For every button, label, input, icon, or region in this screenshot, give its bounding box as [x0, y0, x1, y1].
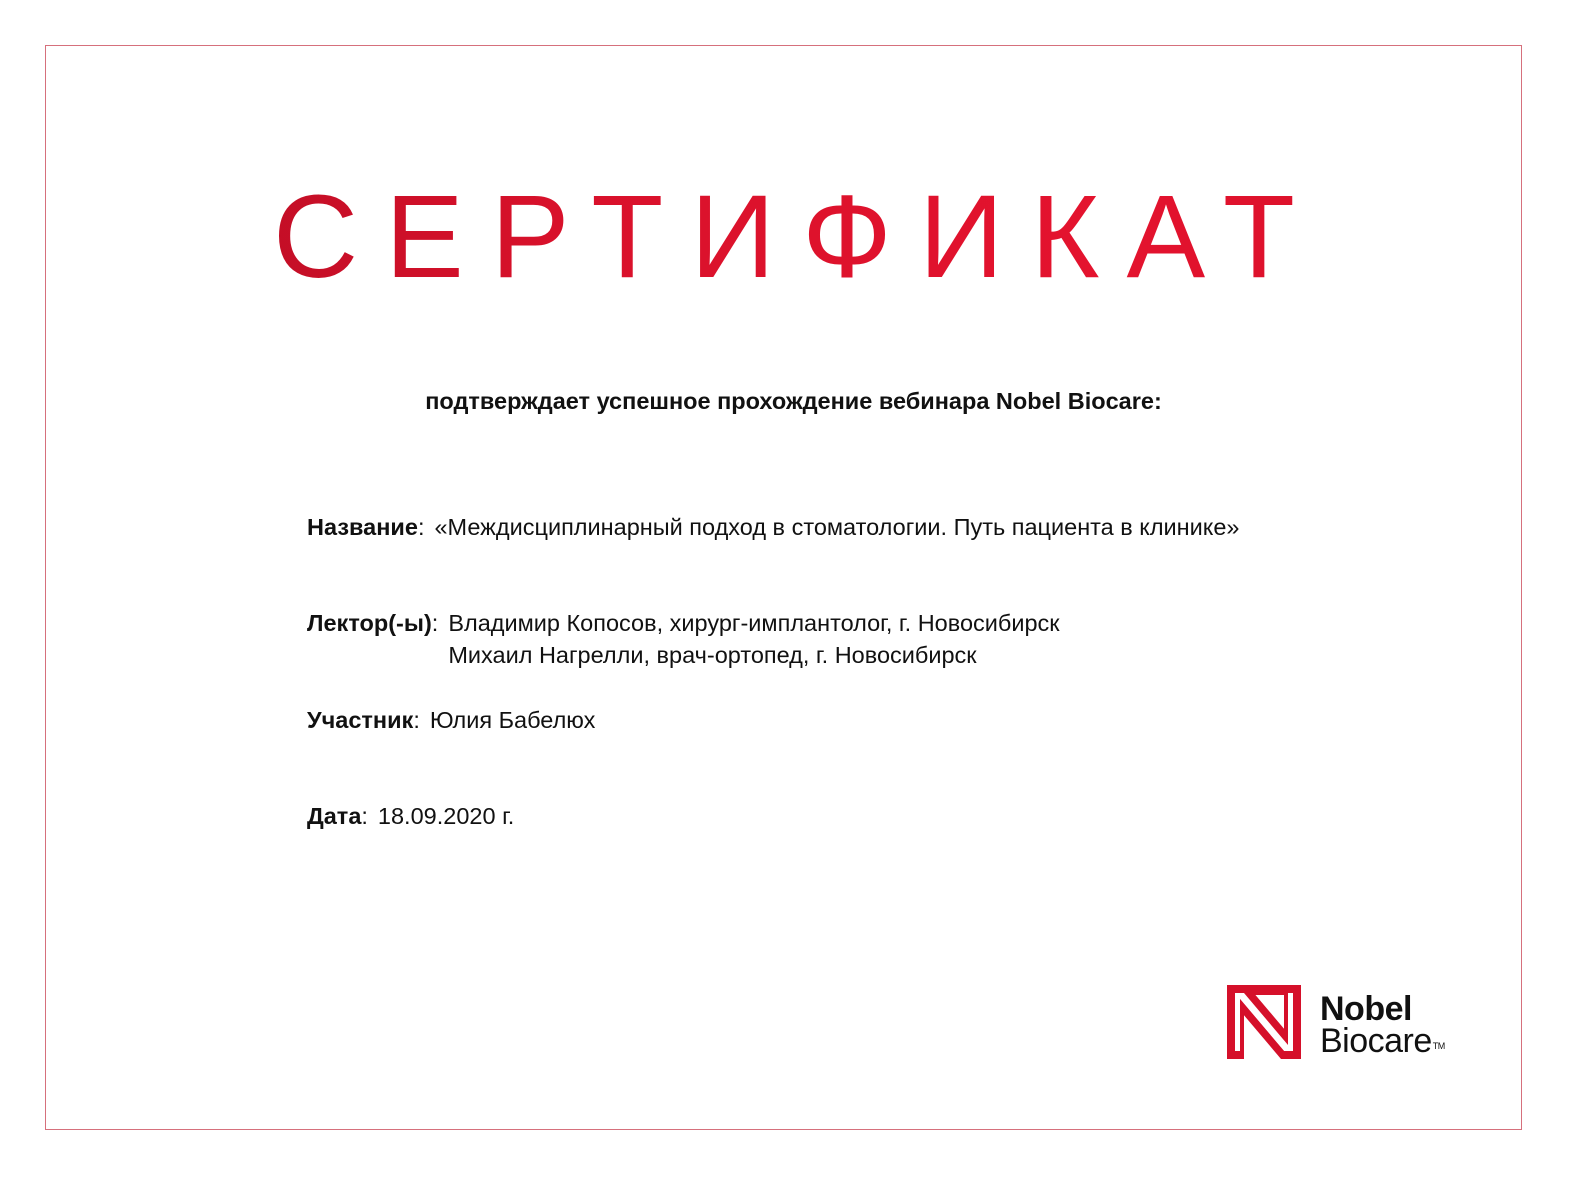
nobel-biocare-logo	[1227, 985, 1467, 1065]
field-participant-colon: :	[413, 707, 420, 733]
field-title-colon: :	[417, 514, 425, 540]
lecturer-list	[448, 607, 1059, 671]
field-lecturer-colon: :	[431, 610, 439, 636]
field-participant	[307, 704, 595, 736]
logo-wordmark	[1320, 990, 1445, 1060]
field-title-value: «Междисциплинарный подход в стоматологии. Путь пациента в клинике»	[434, 514, 1240, 540]
field-title	[307, 511, 1239, 543]
field-lecturer-label: Лектор(-ы)	[307, 610, 432, 636]
lecturer-2: Михаил Нагрелли, врач-ортопед, г. Новосибирск	[448, 642, 977, 668]
logo-line-2-text: Biocare	[1320, 1022, 1432, 1060]
field-date-colon: :	[361, 803, 368, 829]
field-date-label: Дата	[307, 803, 362, 829]
field-participant-label: Участник	[307, 707, 414, 733]
field-date-value: 18.09.2020 г.	[377, 803, 515, 829]
logo-line-1: Nobel	[1320, 990, 1412, 1028]
lecturer-1: Владимир Копосов, хирург-имплантолог, г. Новосибирск	[448, 610, 1060, 636]
field-date	[307, 800, 514, 832]
certificate-subtitle: подтверждает успешное прохождение вебинара Nobel Biocare:	[425, 388, 1162, 414]
logo-line-2	[1320, 1022, 1445, 1060]
certificate-title: СЕРТИФИКАТ	[0, 178, 1587, 296]
field-title-label: Название	[307, 514, 418, 540]
field-participant-value: Юлия Бабелюх	[429, 707, 596, 733]
nobel-biocare-logo-icon	[1227, 985, 1301, 1059]
trademark-sign: TM	[1432, 1041, 1445, 1051]
field-lecturer	[307, 607, 1060, 671]
